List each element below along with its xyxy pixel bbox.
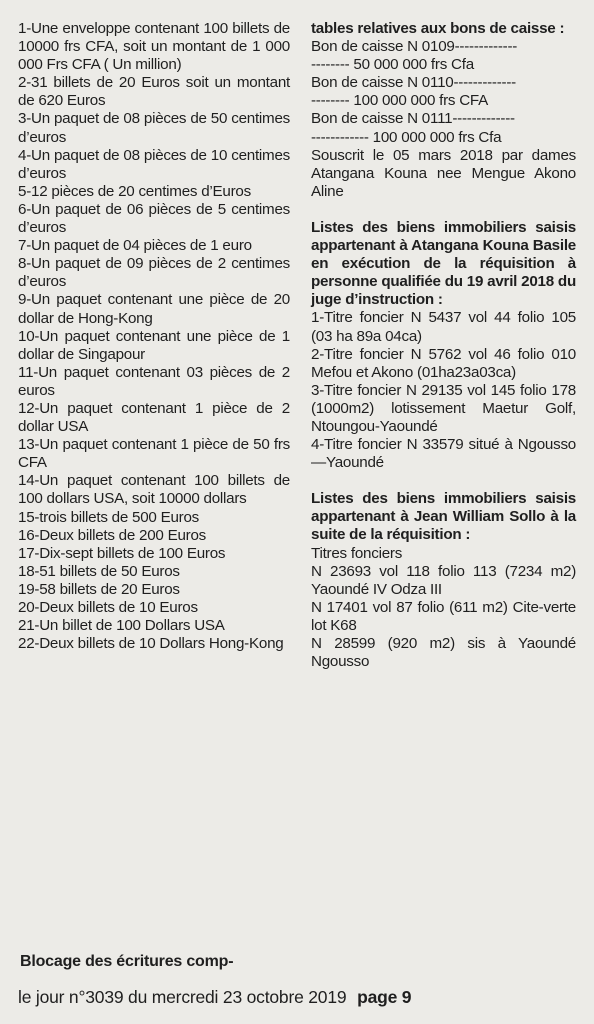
titre-foncier: 4-Titre foncier N 33579 situé à Ngousso —Yaoundé <box>311 436 576 472</box>
seized-item: 2-31 billets de 20 Euros soit un montant de 620 Euros <box>18 74 290 110</box>
seized-item: 9-Un paquet contenant une pièce de 20 dollar de Hong-Kong <box>18 291 290 327</box>
seized-item: 18-51 billets de 50 Euros <box>18 562 180 580</box>
seized-item: 7-Un paquet de 04 pièces de 1 euro <box>18 237 252 255</box>
section-heading-atangana: Listes des biens immobiliers saisis appartenant à Atangana Kouna Basile en exécution de la réquisition à personne qualifiée du 19 avril 2018 du juge d’instruction : <box>311 218 576 309</box>
bon-amount: -------- 50 000 000 frs Cfa <box>311 56 474 74</box>
seized-item: 19-58 billets de 20 Euros <box>18 580 180 598</box>
seized-item: 6-Un paquet de 06 pièces de 5 centimes d’euros <box>18 200 290 237</box>
seized-item: 3-Un paquet de 08 pièces de 50 centimes d’euros <box>18 110 290 146</box>
bottom-section-heading: Blocage des écritures comp- <box>20 953 234 970</box>
seized-item: 13-Un paquet contenant 1 pièce de 50 frs CFA <box>18 436 290 472</box>
section-heading-sollo: Listes des biens immobiliers saisis appartenant à Jean William Sollo à la suite de la réquisition : <box>311 490 576 544</box>
titre-foncier: N 17401 vol 87 folio (611 m2) Cite-verte lot K68 <box>311 598 576 634</box>
page-number: page 9 <box>357 987 412 1007</box>
souscrit-text: Souscrit le 05 mars 2018 par dames Atangana Kouna nee Mengue Akono Aline <box>311 146 576 200</box>
titres-label: Titres fonciers <box>311 544 403 562</box>
bon-line: Bon de caisse N 0111------------- <box>311 110 515 128</box>
bon-amount: ------------ 100 000 000 frs Cfa <box>311 128 502 146</box>
titre-foncier: 3-Titre foncier N 29135 vol 145 folio 178 (1000m2) lotissement Maetur Golf, Ntoungou-Yaoundé <box>311 381 576 435</box>
seized-item: 11-Un paquet contenant 03 pièces de 2 euros <box>18 363 290 399</box>
titre-foncier: 1-Titre foncier N 5437 vol 44 folio 105 (03 ha 89a 04ca) <box>311 309 576 345</box>
titre-foncier: N 28599 (920 m2) sis à Yaoundé Ngousso <box>311 635 576 671</box>
page-footer <box>18 985 578 1009</box>
seized-item: 22-Deux billets de 10 Dollars Hong-Kong <box>18 635 284 653</box>
seized-item: 21-Un billet de 100 Dollars USA <box>18 617 225 635</box>
seized-item: 14-Un paquet contenant 100 billets de 100 dollars USA, soit 10000 dollars <box>18 472 290 508</box>
issue-info: le jour n°3039 du mercredi 23 octobre 2019 <box>18 987 347 1007</box>
seized-item: 5-12 pièces de 20 centimes d’Euros <box>18 182 251 200</box>
seized-item: 8-Un paquet de 09 pièces de 2 centimes d’euros <box>18 255 290 291</box>
bon-amount: -------- 100 000 000 frs CFA <box>311 92 488 110</box>
seized-item: 12-Un paquet contenant 1 pièce de 2 dollar USA <box>18 399 290 436</box>
seized-item: 16-Deux billets de 200 Euros <box>18 526 207 544</box>
titre-foncier: N 23693 vol 118 folio 113 (7234 m2) Yaoundé IV Odza III <box>311 562 576 598</box>
seized-item: 1-Une enveloppe contenant 100 billets de 10000 frs CFA, soit un montant de 1 000 000 Frs CFA ( Un million) <box>18 20 290 74</box>
left-column <box>18 20 290 653</box>
right-column <box>311 20 576 671</box>
bon-line: Bon de caisse N 0109------------- <box>311 38 518 56</box>
seized-item: 4-Un paquet de 08 pièces de 10 centimes d’euros <box>18 146 290 182</box>
seized-item: 15-trois billets de 500 Euros <box>18 508 200 526</box>
section-heading-bons: tables relatives aux bons de caisse : <box>311 20 565 37</box>
seized-item: 10-Un paquet contenant une pièce de 1 dollar de Singapour <box>18 327 290 363</box>
bon-line: Bon de caisse N 0110------------- <box>311 74 516 92</box>
seized-item: 17-Dix-sept billets de 100 Euros <box>18 544 226 562</box>
titre-foncier: 2-Titre foncier N 5762 vol 46 folio 010 Mefou et Akono (01ha23a03ca) <box>311 345 576 381</box>
seized-item: 20-Deux billets de 10 Euros <box>18 599 198 616</box>
